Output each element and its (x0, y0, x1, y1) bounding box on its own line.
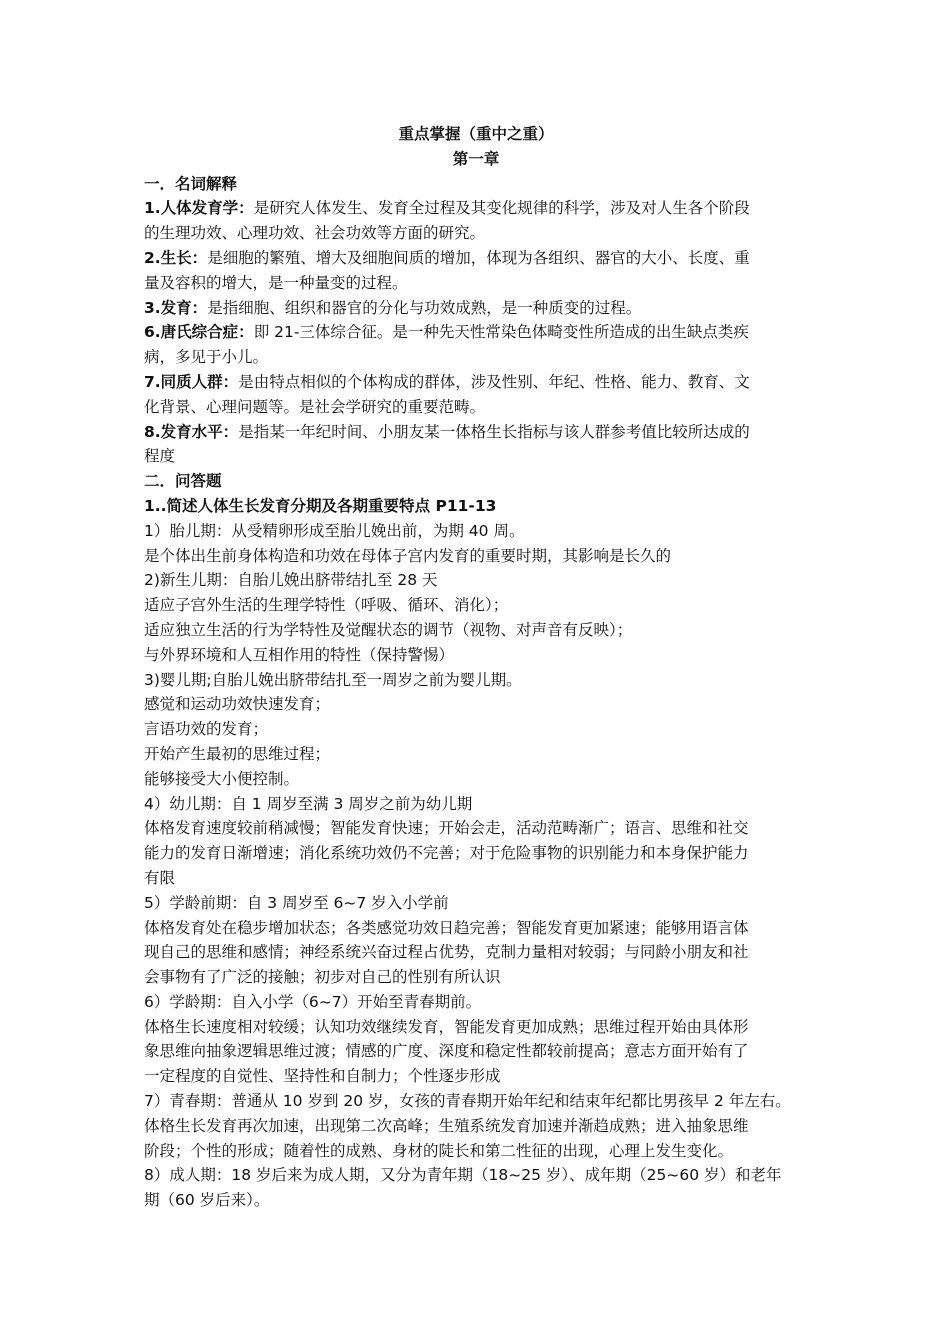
definition-line (144, 370, 808, 395)
stage-text: 有限 (144, 868, 176, 887)
definition-term: 7.同质人群： (144, 372, 239, 391)
definition-text: 是细胞的繁殖、增大及细胞间质的增加，体现为各组织、器官的大小、长度、重 (207, 248, 750, 267)
definition-text: 即 21-三体综合征。是一种先天性常染色体畸变性所造成的出生缺点类疾 (253, 323, 749, 342)
chapter-heading: 第一章 (452, 149, 500, 168)
stage-text: 言语功效的发育； (144, 720, 269, 739)
section-heading-terms: 一．名词解释 (144, 174, 238, 193)
question-heading: 1..简述人体生长发育分期及各期重要特点 P11-13 (144, 496, 497, 515)
stage-text: 期（60 岁后来）。 (144, 1191, 270, 1210)
stage-text: 会事物有了广泛的接触；初步对自己的性别有所认识 (144, 968, 501, 987)
stage-text: 能力的发育日渐增速；消化系统功效仍不完善；对于危险事物的识别能力和本身保护能力 (144, 844, 749, 863)
definition-text: 是指细胞、组织和器官的分化与功效成熟，是一种质变的过程。 (207, 298, 642, 317)
stage-text: 开始产生最初的思维过程； (144, 744, 331, 763)
document-page (144, 122, 808, 1213)
definition-term: 2.生长： (144, 248, 208, 267)
definition-line (144, 420, 808, 445)
stage-heading: 7）青春期：普通从 10 岁到 20 岁，女孩的青春期开始年纪和结束年纪都比男孩早 2 年左右。 (144, 1092, 791, 1111)
section-heading-questions: 二．问答题 (144, 472, 222, 491)
definition-line (144, 196, 808, 221)
document-title: 重点掌握（重中之重） (398, 125, 554, 143)
stage-text: 体格生长发育再次加速，出现第二次高峰；生殖系统发育加速并渐趋成熟；进入抽象思维 (144, 1116, 749, 1135)
stage-heading: 8）成人期：18 岁后来为成人期，又分为青年期（18~25 岁）、成年期（25~60 岁）和老年 (144, 1166, 782, 1185)
stage-text: 现自己的思维和感情；神经系统兴奋过程占优势，克制力量相对较弱；与同龄小朋友和社 (144, 943, 749, 962)
stage-text: 适应子宫外生活的生理学特性（呼吸、循环、消化）； (144, 596, 509, 615)
stage-text: 阶段；个性的形成；随着性的成熟、身材的陡长和第二性征的出现，心理上发生变化。 (144, 1141, 734, 1160)
stage-text: 适应独立生活的行为学特性及觉醒状态的调节（视物、对声音有反映）； (144, 620, 633, 639)
stage-heading: 3)婴儿期;自胎儿娩出脐带结扎至一周岁之前为婴儿期。 (144, 670, 522, 689)
definition-text: 是由特点相似的个体构成的群体，涉及性别、年纪、性格、能力、教育、文 (238, 372, 750, 391)
stage-text: 能够接受大小便控制。 (144, 769, 300, 788)
definition-line (144, 246, 808, 271)
stage-heading: 6）学龄期：自入小学（6~7）开始至青春期前。 (144, 992, 482, 1011)
stage-text: 体格发育速度较前稍减慢；智能发育快速；开始会走，活动范畴渐广；语言、思维和社交 (144, 819, 749, 838)
definition-line: 化背景、心理问题等。是社会学研究的重要范畴。 (144, 397, 486, 416)
stage-text: 感觉和运动功效快速发育； (144, 695, 331, 714)
stage-heading: 4）幼儿期：自 1 周岁至满 3 周岁之前为幼儿期 (144, 794, 473, 813)
definition-term: 6.唐氏综合症： (144, 323, 254, 342)
stage-text: 体格发育处在稳步增加状态；各类感觉功效日趋完善；智能发育更加紧速；能够用语言体 (144, 918, 749, 937)
definition-line: 病，多见于小儿。 (144, 348, 269, 367)
definition-line: 量及容积的增大，是一种量变的过程。 (144, 273, 408, 292)
stage-heading: 1）胎儿期：从受精卵形成至胎儿娩出前，为期 40 周。 (144, 521, 525, 540)
stage-text: 是个体出生前身体构造和功效在母体子宫内发育的重要时期，其影响是长久的 (144, 546, 672, 565)
definition-line (144, 320, 808, 345)
stage-text: 象思维向抽象逻辑思维过渡；情感的广度、深度和稳定性都较前提高；意志方面开始有了 (144, 1042, 749, 1061)
stage-text: 与外界环境和人互相作用的特性（保持警惕） (144, 645, 455, 664)
stage-text: 一定程度的自觉性、坚持性和自制力；个性逐步形成 (144, 1067, 501, 1086)
definition-line (144, 296, 808, 321)
definition-term: 3.发育： (144, 298, 208, 317)
stage-text: 体格生长速度相对较缓；认知功效继续发育，智能发育更加成熟；思维过程开始由具体形 (144, 1017, 749, 1036)
definition-line: 程度 (144, 447, 176, 466)
definition-text: 是指某一年纪时间、小朋友某一体格生长指标与该人群参考值比较所达成的 (238, 422, 750, 441)
definition-term: 8.发育水平： (144, 422, 239, 441)
definition-term: 1.人体发育学： (144, 199, 254, 218)
definition-text: 是研究人体发生、发育全过程及其变化规律的科学，涉及对人生各个阶段 (253, 199, 750, 218)
stage-heading: 5）学龄前期：自 3 周岁至 6~7 岁入小学前 (144, 893, 449, 912)
stage-heading: 2)新生儿期：自胎儿娩出脐带结扎至 28 天 (144, 571, 438, 590)
definition-line: 的生理功效、心理功效、社会功效等方面的研究。 (144, 224, 486, 243)
